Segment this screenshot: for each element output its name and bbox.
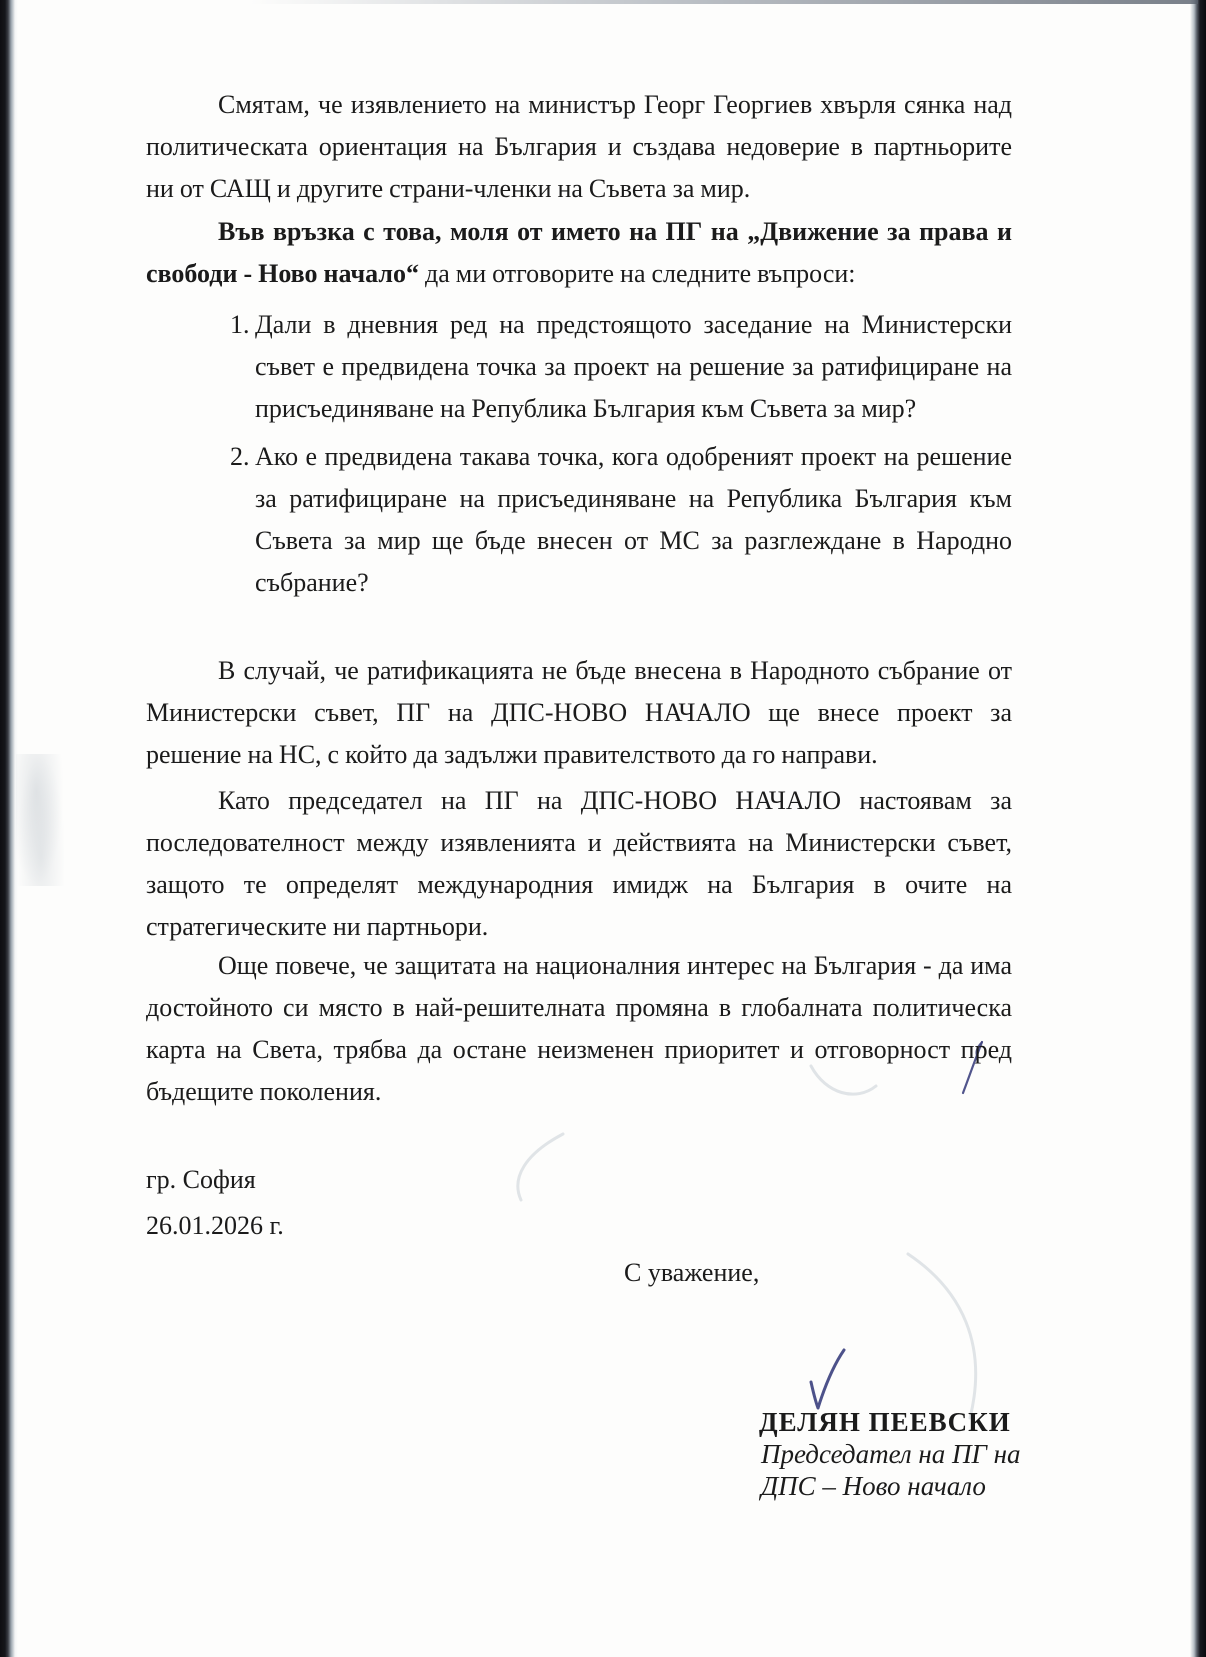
text-run: събрание? <box>255 568 369 597</box>
text-line <box>255 520 1012 562</box>
signer-title-line1: Председател на ПГ на <box>761 1439 1021 1469</box>
text-line <box>146 650 1012 692</box>
city-line: гр. София <box>146 1165 256 1194</box>
text-line <box>146 822 1012 864</box>
text-run: Съвета за мир ще бъде внесен от МС за разглеждане в Народно <box>255 526 1012 555</box>
text-run: ни от САЩ и другите страни-членки на Съвета за мир. <box>146 174 751 203</box>
text-run: да ми отговорите на следните въпроси: <box>418 259 856 288</box>
text-run: решение на НС, с който да задължи правителството да го направи. <box>146 740 878 769</box>
paragraph <box>146 780 1012 948</box>
text-line <box>146 864 1012 906</box>
text-line <box>255 388 1012 430</box>
text-run: Като председател на ПГ на ДПС-НОВО НАЧАЛО настоявам за <box>218 786 1012 815</box>
text-run: В случай, че ратификацията не бъде внесена в Народното събрание от <box>218 656 1012 685</box>
text-run: достойното си място в най-решителната промяна в глобалната политическа <box>146 993 1012 1022</box>
text-line <box>146 84 1012 126</box>
text-line <box>146 692 1012 734</box>
list-item <box>146 436 1012 604</box>
text-line <box>146 906 1012 948</box>
text-line <box>146 780 1012 822</box>
text-line <box>146 1071 1012 1113</box>
text-line <box>146 211 1012 253</box>
text-run: за ратифициране на присъединяване на Република България към <box>255 484 1012 513</box>
text-run: присъединяване на Република България към Съвета за мир? <box>255 394 917 423</box>
text-run: последователност между изявленията и действията на Министерски съвет, <box>146 828 1012 857</box>
text-line <box>255 436 1012 478</box>
text-line <box>146 253 1012 295</box>
text-run: политическата ориентация на България и създава недоверие в партньорите <box>146 132 1012 161</box>
text-line <box>255 562 1012 604</box>
signer-name: ДЕЛЯН ПЕЕВСКИ <box>759 1407 1011 1437</box>
signer-title-line2: ДПС – Ново начало <box>761 1471 986 1501</box>
text-run: Още повече, че защитата на националния интерес на България - да има <box>218 951 1012 980</box>
text-run: Във връзка с това, моля от името на ПГ на „Движение за права и <box>218 217 1012 246</box>
text-line <box>255 478 1012 520</box>
text-run: защото те определят международния имидж на България в очите на <box>146 870 1012 899</box>
text-run: Дали в дневния ред на предстоящото заседание на Министерски <box>255 310 1012 339</box>
text-line <box>255 304 1012 346</box>
text-run: Смятам, че изявлението на министър Георг Георгиев хвърля сянка над <box>218 90 1012 119</box>
text-line <box>146 126 1012 168</box>
signature-ink-mark <box>800 1344 852 1414</box>
list-item <box>146 304 1012 430</box>
text-run: съвет е предвидена точка за проект на решение за ратифициране на <box>255 352 1012 381</box>
text-line <box>255 346 1012 388</box>
list-marker: 1. <box>230 310 250 339</box>
date-line: 26.01.2026 г. <box>146 1211 284 1240</box>
text-run: Ако е предвидена такава точка, кога одобреният проект на решение <box>255 442 1012 471</box>
paragraph <box>146 211 1012 295</box>
text-run: стратегическите ни партньори. <box>146 912 489 941</box>
text-line <box>146 168 1012 210</box>
closing-line: С уважение, <box>624 1258 760 1287</box>
text-line <box>146 734 1012 776</box>
text-run: Министерски съвет, ПГ на ДПС-НОВО НАЧАЛО ще внесе проект за <box>146 698 1012 727</box>
text-line <box>146 945 1012 987</box>
text-line <box>146 1029 1012 1071</box>
list-marker: 2. <box>230 442 250 471</box>
text-line <box>146 987 1012 1029</box>
paragraph <box>146 650 1012 776</box>
text-run: карта на Света, трябва да остане неизменен приоритет и отговорност пред <box>146 1035 1012 1064</box>
text-run: свободи - Ново начало“ <box>146 259 419 288</box>
paragraph <box>146 84 1012 210</box>
text-run: бъдещите поколения. <box>146 1077 382 1106</box>
paragraph <box>146 945 1012 1113</box>
